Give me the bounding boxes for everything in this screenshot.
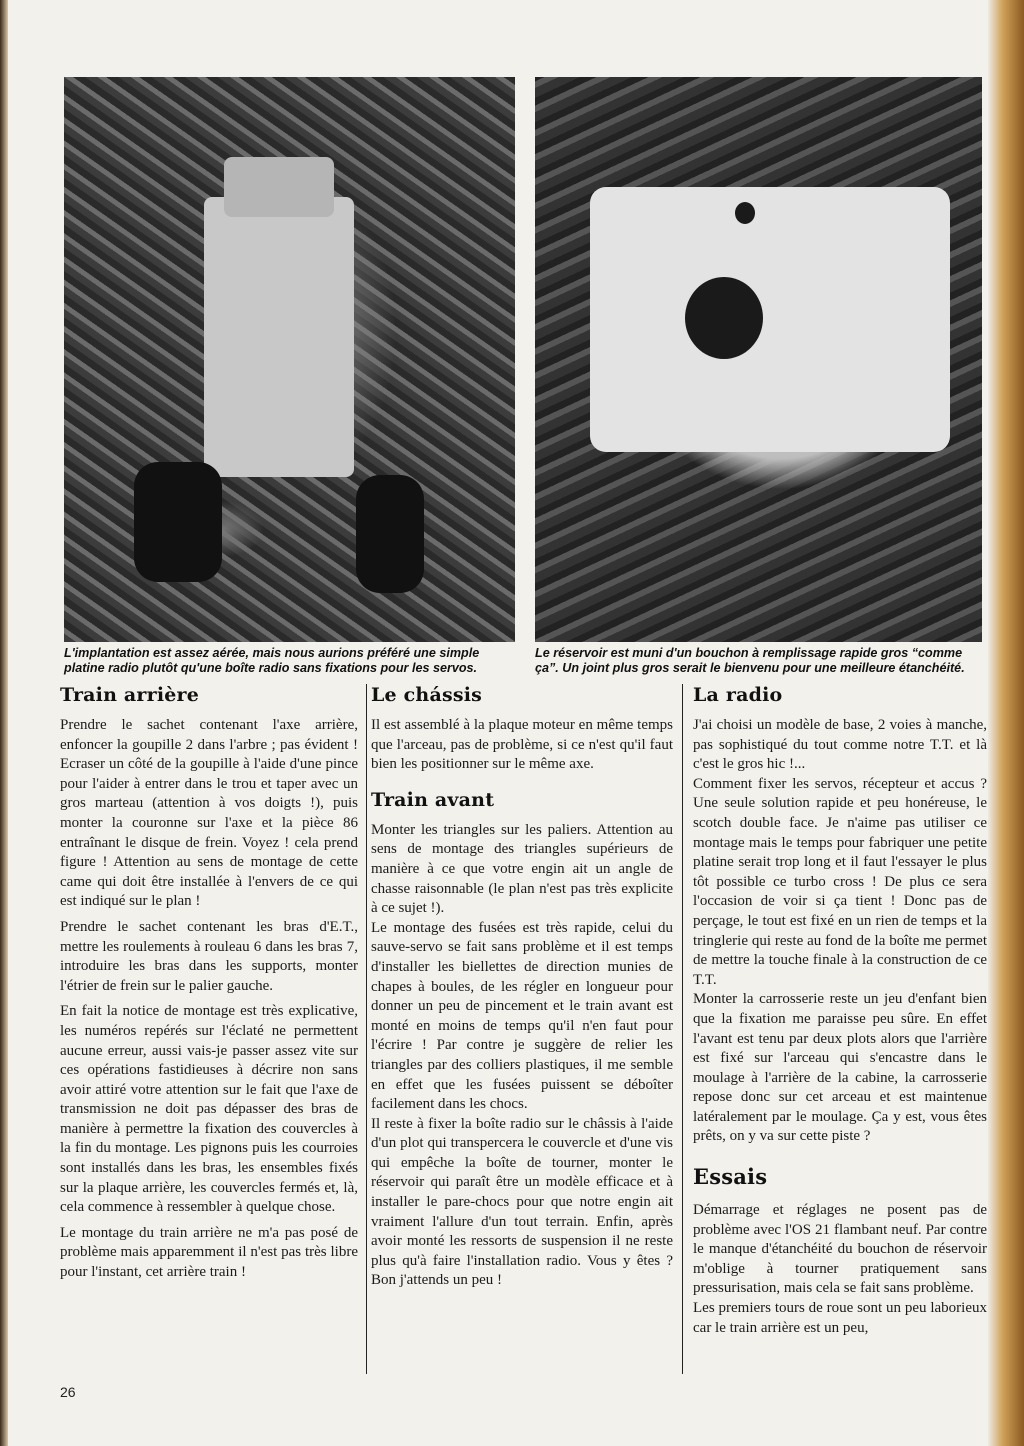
photo-caption-left: L'implantation est assez aérée, mais nous aurions préféré une simple platine radio plutôt qu'une boîte radio sans fixations pour les servos.	[64, 646, 480, 675]
column-divider	[366, 684, 367, 1374]
photo-fuel-tank	[535, 77, 982, 642]
exhaust-shape	[224, 157, 334, 217]
section-heading: La radio	[693, 684, 783, 706]
section-heading: Le chássis	[371, 684, 483, 706]
article-column-1	[60, 684, 358, 1289]
scan-edge-right	[988, 0, 1024, 1446]
right-wheel-shape	[356, 475, 424, 593]
tank-cap-shape	[685, 277, 763, 359]
paragraph: Prendre le sachet contenant les bras d'E.T., mettre les roulements à rouleau 6 dans les bras 7, introduire les bras dans les supports, monter l'étrier de frein sur le palier gauche.	[60, 918, 358, 994]
photo-caption-right: Le réservoir est muni d'un bouchon à remplissage rapide gros “comme ça”. Un joint plus gros serait le bienvenu pour une meilleure étanchéité.	[535, 646, 965, 675]
paragraph: Le montage des fusées est très rapide, celui du sauve-servo se fait sans problème et il est temps d'installer les biellettes de direction munies de chapes à boules, de les régler en longueur pour donner un peu de pincement et le train avant est monté en moins de temps qu'il n'en faut pour l'écrire ! Par contre je suggère de relier les triangles par des colliers plastiques, il me semble en effet que les fusées puissent se déboîter facilement dans les chocs.	[371, 919, 673, 1113]
paragraph: Le montage du train arrière ne m'a pas posé de problème mais apparemment il n'est pas très libre pour l'instant, cet arrière train !	[60, 1224, 358, 1281]
left-wheel-shape	[134, 462, 222, 582]
tank-shape	[590, 187, 950, 452]
article-column-2	[371, 684, 673, 1297]
article-column-3	[693, 684, 987, 1344]
engine-shape	[204, 197, 354, 477]
paragraph: Démarrage et réglages ne posent pas de problème avec l'OS 21 flambant neuf. Par contre le manque d'étanchéité du bouchon de réservoir m'oblige à tourner pratiquement sans pressurisation, mais cela se fait sans problème.	[693, 1202, 987, 1297]
section-heading: Train arrière	[60, 684, 200, 706]
scan-edge-left	[0, 0, 8, 1446]
section-heading: Train avant	[371, 788, 495, 811]
paragraph: J'ai choisi un modèle de base, 2 voies à manche, pas sophistiqué du tout comme notre T.T. et là c'est le gros hic !...	[693, 717, 987, 773]
paragraph: Il est assemblé à la plaque moteur en même temps que l'arceau, pas de problème, si ce n'est qu'il faut bien les positionner sur le même axe.	[371, 717, 673, 773]
section-heading: Essais	[693, 1164, 768, 1190]
paragraph: Prendre le sachet contenant l'axe arrière, enfoncer la goupille 2 dans l'arbre ; pas évident ! Ecraser un côté de la goupille à l'aide d'une pince pour l'aider à entrer dans le trou et taper avec un gros marteau (attention à vos doigts !), puis monter la couronne sur l'axe et la pièce 86 entraînant le disque de frein. Voyez ! cela prend figure ! Attention au sens de montage de cette came qui doit être installée à l'envers de ce qui est indiqué sur le plan !	[60, 717, 358, 910]
page-number: 26	[60, 1384, 76, 1400]
photo-engine-chassis	[64, 77, 515, 642]
vent-nipple-shape	[735, 202, 755, 224]
paragraph: En fait la notice de montage est très explicative, les numéros repérés sur l'éclaté ne permettent aucune erreur, aussi vais-je passer assez vite sur ces opérations fastidieuses à décrire non sans avoir attiré votre attention sur le fait que l'axe de transmission ne doit pas dépasser des bras de manière à permettre la fixation des couvercles à la fin du montage. Les pignons puis les courroies sont installés dans les bras, les ensembles fixés sur la plaque arrière, les couvercles fermés et, là, cela commence à ressembler à quelque chose.	[60, 1003, 358, 1216]
paragraph: Monter la carrosserie reste un jeu d'enfant bien que la fixation me paraisse peu sûre. En effet l'avant est tenu par deux plots alors que l'arrière est fixé sur l'arceau qui s'encastre dans le moulage à l'arrière de la cabine, la carrosserie repose donc sur cet arceau et est maintenue latéralement par le moulage. Ça y est, vous êtes prêts, on y va sur cette piste ?	[693, 991, 987, 1145]
paragraph: Monter les triangles sur les paliers. Attention au sens de montage des triangles supérieurs de manière à ce que votre engin ait un angle de chasse raisonnable (le plan n'est pas très explicite à ce sujet !).	[371, 821, 673, 917]
paragraph: Les premiers tours de roue sont un peu laborieux car le train arrière est un peu,	[693, 1300, 987, 1336]
paragraph: Comment fixer les servos, récepteur et accus ? Une seule solution rapide et peu honéreuse, le scotch double face. Je n'aime pas utiliser ce montage mais le temps pour fabriquer une petite platine serait trop long et il faut l'essayer le plus tôt possible ce turbo cross ! De plus ce sera l'occasion de voir si ça tient ! Donc pas de perçage, le tout est fixé en un rien de temps et la tringlerie qui reste au fond de la boîte me permet de mettre la touche finale à la construction de ce T.T.	[693, 775, 987, 988]
column-divider	[682, 684, 683, 1374]
paragraph: Il reste à fixer la boîte radio sur le châssis à l'aide d'un plot qui transpercera le couvercle et d'une vis qui empêche la boîte de tourner, monter le réservoir qui paraît être un modèle efficace et à installer le pare-chocs pour que notre engin ait vraiment l'allure d'un tout terrain. Enfin, après avoir monté les ressorts de suspension il ne reste plus qu'à faire l'installation radio. Vous y êtes ? Bon j'attends un peu !	[371, 1115, 673, 1289]
